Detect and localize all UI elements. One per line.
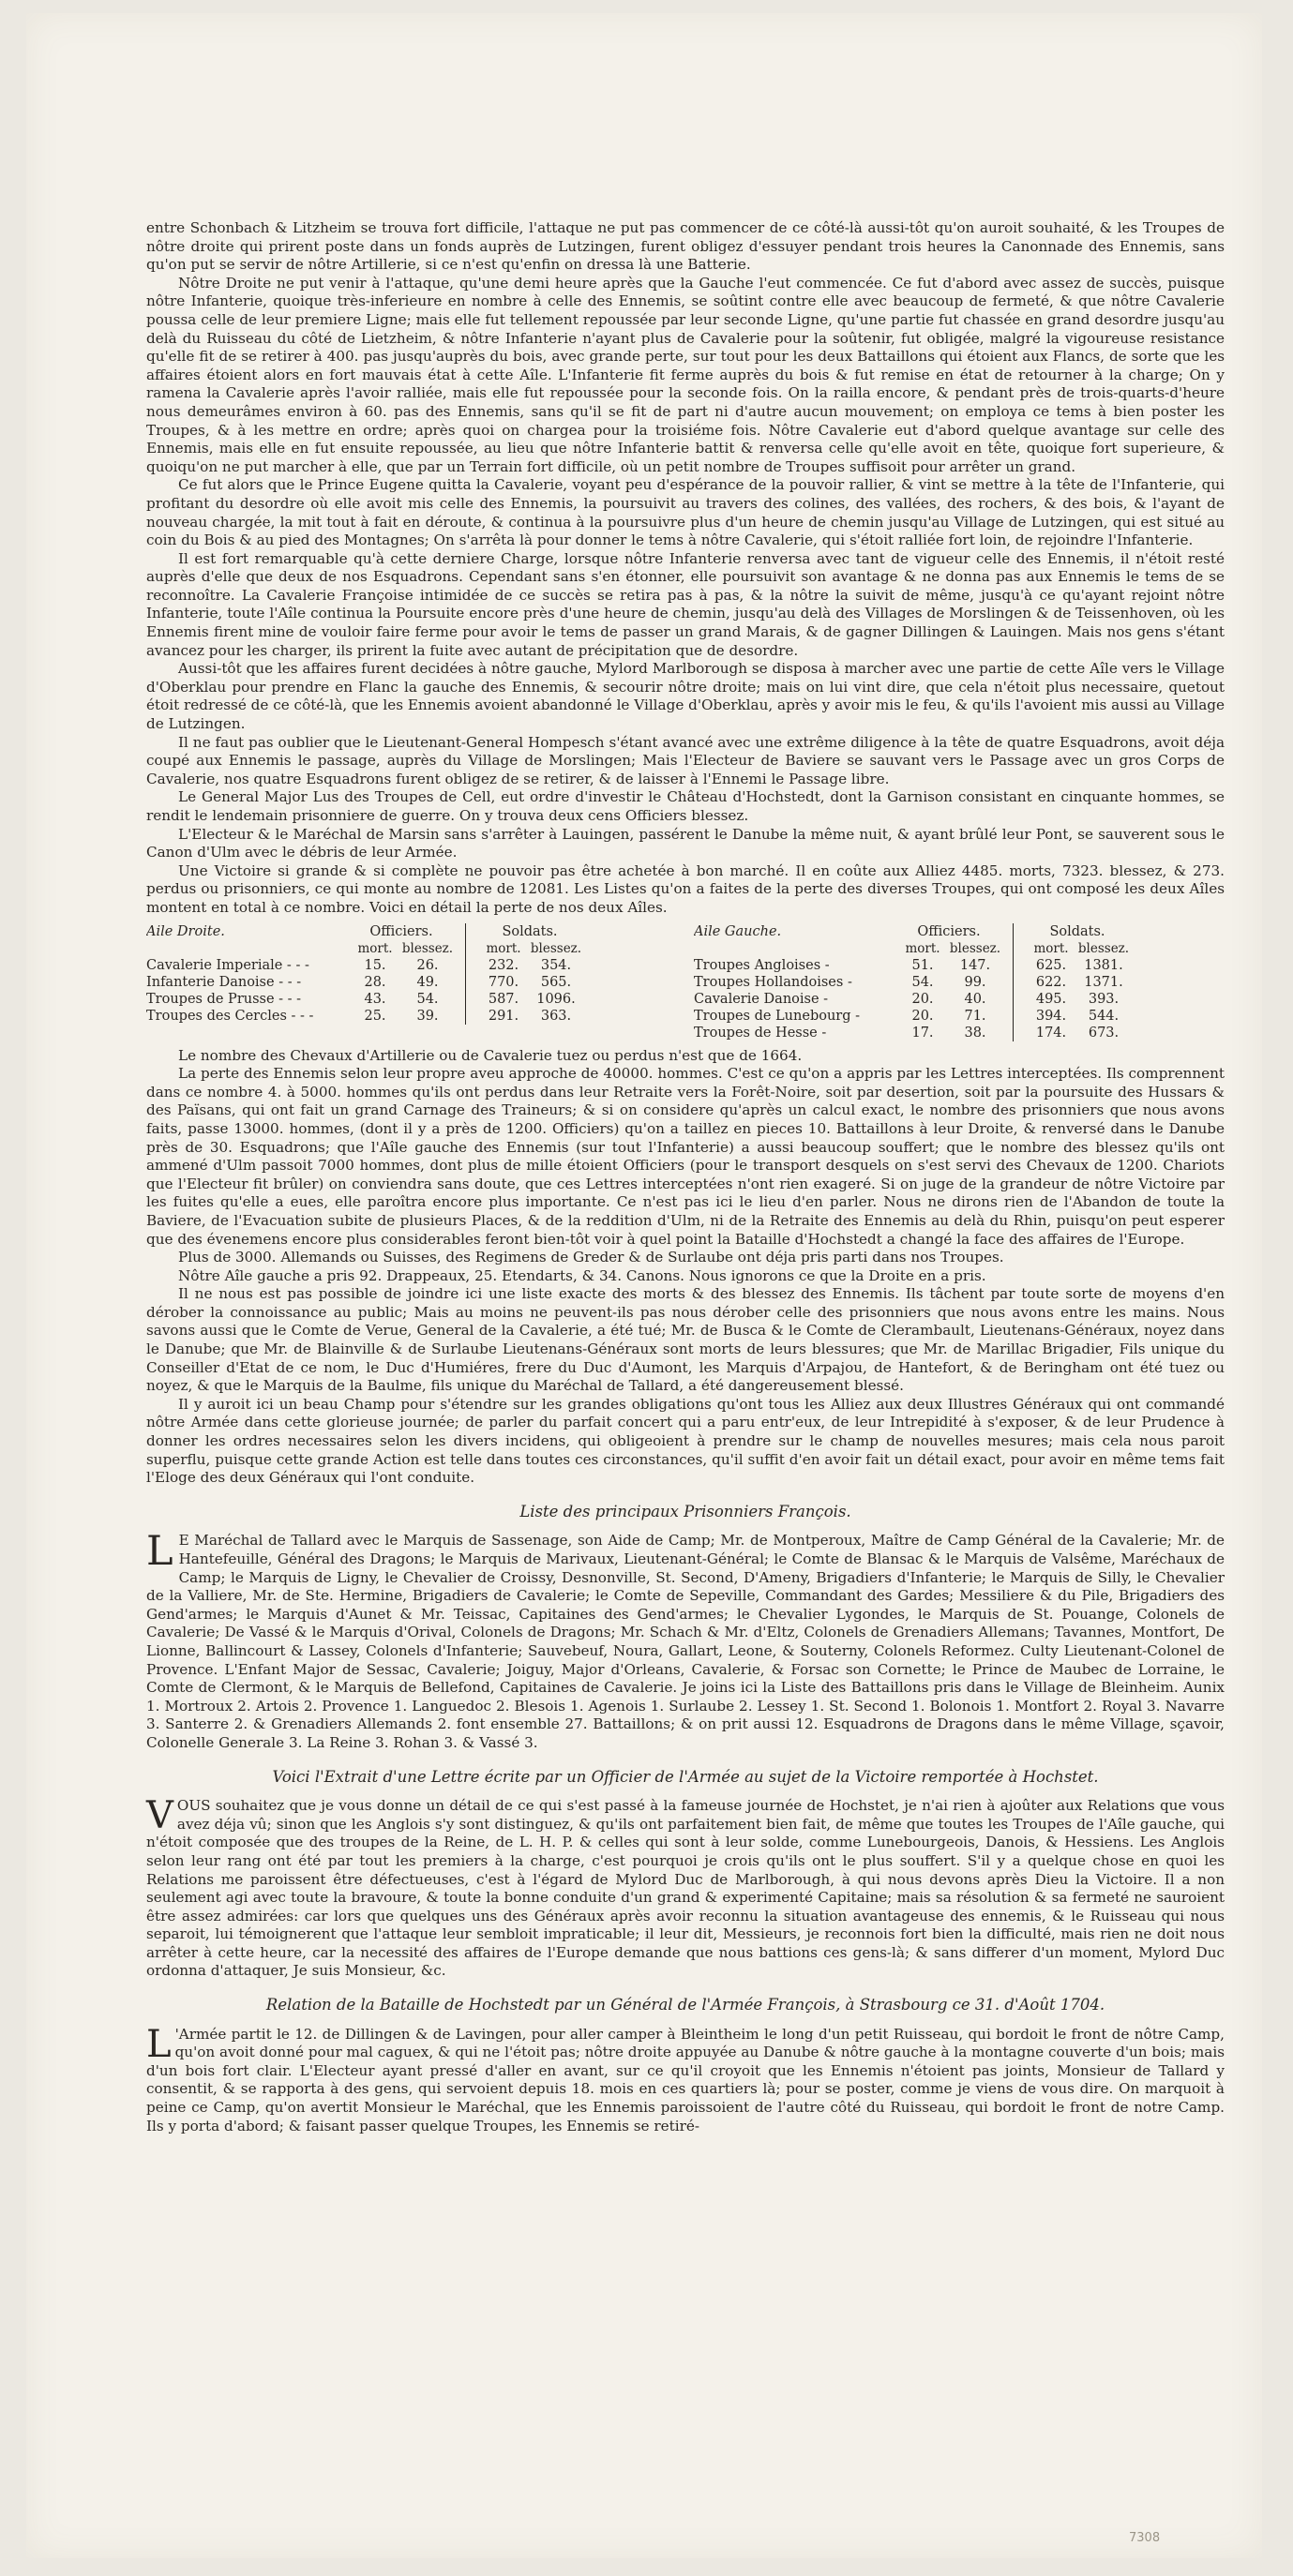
table-row: Troupes Angloises - 51. 147. 625. 1381.	[694, 957, 1123, 973]
header-officiers: Officiers.	[917, 923, 981, 939]
paragraph-4: Il est fort remarquable qu'à cette derniere Charge, lorsque nôtre Infanterie renversa avec tant de vigueur celle des Ennemis, il n'étoit resté auprès d'elle que deux de nos Esquadrons. Cependant sans s'en étonner, elle poursuivit son avantage & ne donna pas aux Ennemis le tems de se reconnoître. La Cavalerie Françoise intimidée de ce succès se retira pas à pas, & la nôtre la suivit de même, jusqu'à ce qu'ayant rejoint nôtre Infanterie, toute l'Aîle continua la Poursuite encore près d'une heure de chemin, jusqu'au delà des Villages de Morslingen & de Teissenhoven, où les Ennemis firent mine de vouloir faire ferme pour avoir le tems de passer un grand Marais, & de gagner Dillingen & Lauingen. Mais nos gens s'étant avancez pour les charger, ils prirent la fuite avec autant de précipitation que de desordre.	[146, 549, 1225, 659]
header-mort: mort.	[357, 940, 393, 956]
header-officiers: Officiers.	[369, 923, 433, 939]
paragraph-8: L'Electeur & le Maréchal de Marsin sans s'arrêter à Lauingen, passérent le Danube la même nuit, & ayant brûlé leur Pont, se sauverent sous le Canon d'Ulm avec le débris de leur Armée.	[146, 825, 1225, 861]
losses-tables	[146, 923, 1225, 1041]
paragraph-2: Nôtre Droite ne put venir à l'attaque, qu'une demi heure après que la Gauche l'eut commencée. Ce fut d'abord avec assez de succès, puisque nôtre Infanterie, quoique très-inferieure en nombre à celle des Ennemis, se soûtint contre elle avec beaucoup de fermeté, & que nôtre Cavalerie poussa celle de leur premiere Ligne; mais elle fut tellement repoussée par leur seconde Ligne, qu'une partie fut chassée en grand desordre jusqu'au delà du Ruisseau du côté de Lietzheim, & nôtre Infanterie n'ayant plus de Cavalerie pour la soûtenir, fut obligée, malgré la vigoureuse resistance qu'elle fit de se retirer à 400. pas jusqu'auprès du bois, avec grande perte, sur tout pour les deux Battaillons qui étoient aux Flancs, de sorte que les affaires étoient alors en fort mauvais état à cette Aîle. L'Infanterie fit ferme auprès du bois & fut remise en état de retourner à la charge; On y ramena la Cavalerie après l'avoir ralliée, mais elle fut repoussée pour la seconde fois. On la railla encore, & pendant près de trois-quarts-d'heure nous demeurâmes environ à 60. pas des Ennemis, sans qu'il se fit de part ni d'autre aucun mouvement; on employa ce tems à bien poster les Troupes, & à les mettre en ordre; après quoi on chargea pour la troisiéme fois. Nôtre Cavalerie eut d'abord quelque avantage sur celle des Ennemis, mais elle en fut ensuite repoussée, au lieu que nôtre Infanterie battit & renversa celle qu'elle avoit en tête, quoique fort superieure, & quoiqu'on ne put marcher à elle, que par un Terrain fort difficile, où un petit nombre de Troupes suffisoit pour arrêter un grand.	[146, 274, 1225, 475]
header-blessez: blessez.	[949, 940, 1001, 956]
table-row: Cavalerie Danoise - 20. 40. 495. 393.	[694, 991, 1120, 1007]
header-blessez: blessez.	[401, 940, 454, 956]
table-title: Aile Gauche.	[694, 923, 782, 939]
table-row: Cavalerie Imperiale - - - 15. 26. 232. 354.	[146, 957, 572, 973]
table-row: Troupes des Cercles - - - 25. 39. 291. 363.	[146, 1008, 572, 1024]
paragraph-7: Le General Major Lus des Troupes de Cell, eut ordre d'investir le Château d'Hochstedt, dont la Garnison consistant en cinquante hommes, se rendit le lendemain prisonniere de guerre. On y trouva deux cens Officiers blessez.	[146, 788, 1225, 824]
paragraph-letter: VOUS souhaitez que je vous donne un détail de ce qui s'est passé à la fameuse journée de Hochstet, je n'ai rien à ajoûter aux Relations que vous avez déja vû; sinon que les Anglois s'y sont distinguez, & qu'ils ont parfaitement bien fait, de même que toutes les Troupes de l'Aîle gauche, qui n'étoit composée que des troupes de la Reine, de L. H. P. & celles qui sont à leur solde, comme Lunebourgeois, Danois, & Hessiens. Les Anglois selon leur rang ont été par tout les premiers à la charge, c'est pourquoi je crois qu'ils ont le plus souffert. S'il y a quelque chose en quoi les Relations me paroissent être défectueuses, c'est à l'égard de Mylord Duc de Marlborough, à qui nous devons après Dieu la Victoire. Il a non seulement agi avec toute la bravoure, & toute la bonne conduite d'un grand & experimenté Capitaine; mais sa résolution & sa fermeté ne sauroient être assez admirées: car lors que quelques uns des Généraux après avoir reconnu la situation avantageuse des ennemis, & le Ruisseau qui nous separoit, lui témoignerent que l'attaque leur sembloit impraticable; il leur dit, Messieurs, je reconnois fort bien la difficulté, mais rien ne doit nous arrêter à cette heure, car la necessité des affaires de l'Europe demande que nous battions ces gens-là; & sans differer d'un moment, Mylord Duc ordonna d'attaquer, Je suis Monsieur, &c.	[146, 1794, 1225, 1980]
losses-table-right-wing	[146, 923, 677, 1041]
header-soldats: Soldats.	[1049, 923, 1105, 939]
paragraph-5: Aussi-tôt que les affaires furent decidées à nôtre gauche, Mylord Marlborough se disposa à marcher avec une partie de cette Aîle vers le Village d'Oberklau pour prendre en Flanc la gauche des Ennemis, & secourir nôtre droite; mais on lui vint dire, que cela n'étoit plus necessaire, quetout étoit redressé de ce côté-là, que les Ennemis avoient abandonné le Village d'Oberklau, après y avoir mis le feu, & qu'ils l'avoient mis aussi au Village de Lutzingen.	[146, 660, 1225, 733]
table-row: Troupes Hollandoises - 54. 99. 622. 1371.	[694, 974, 1123, 990]
section-title-relation: Relation de la Bataille de Hochstedt par un Général de l'Armée François, à Strasbourg ce 31. d'Août 1704.	[265, 1996, 1105, 2014]
section-title-prisoners: Liste des principaux Prisonniers François.	[519, 1502, 851, 1520]
header-mort: mort.	[1033, 940, 1069, 956]
drop-cap: L	[146, 1528, 173, 1576]
header-mort: mort.	[486, 940, 521, 956]
document-body	[146, 219, 1225, 2135]
paragraph-relation: L 'Armée partit le 12. de Dillingen & de Lavingen, pour aller camper à Bleintheim le long d'un petit Ruisseau, qui bordoit le front de nôtre Camp, qu'on avoit donné pour mal caguex, & qui ne l'étoit pas; nôtre droite appuyée au Danube & nôtre gauche à la montagne couverte d'un bois; mais d'un bois fort clair. L'Electeur ayant pressé d'aller en avant, sur ce qu'il croyoit que les Ennemis n'étoient pas joints, Monsieur de Tallard y consentit, & se rapporta à des gens, qui servoient depuis 18. mois en ces quartiers là; pour se poster, comme je viens de vous dire. On marquoit à peine ce Camp, qu'on avertit Monsieur le Maréchal, que les Ennemis paroissoient de l'autre côté du Ruisseau, qui bordoit le front de notre Camp. Ils y porta d'abord; & faisant passer quelque Troupes, les Ennemis se retiré-	[146, 2022, 1225, 2134]
table-row: Infanterie Danoise - - - 28. 49. 770. 565.	[146, 974, 572, 990]
drop-cap: L	[146, 2022, 172, 2066]
paragraph-13: Nôtre Aîle gauche a pris 92. Drappeaux, 25. Etendarts, & 34. Canons. Nous ignorons ce que la Droite en a pris.	[178, 1266, 986, 1284]
table-row: Troupes de Hesse - 17. 38. 174. 673.	[694, 1025, 1120, 1041]
table-title: Aile Droite.	[146, 923, 225, 939]
header-soldats: Soldats.	[502, 923, 558, 939]
paragraph-11: La perte des Ennemis selon leur propre aveu approche de 40000. hommes. C'est ce qu'on a appris par les Lettres interceptées. Ils comprennent dans ce nombre 4. à 5000. hommes qu'ils ont perdus dans leur Retraite vers la Forêt-Noire, soit par desertion, soit par la poursuite des Hussars & des Païsans, qui ont fait un grand Carnage des Traineurs; & si on considere qu'après un calcul exact, le nombre des prisonniers que nous avons faits, passe 13000. hommes, (dont il y a près de 1200. Officiers) qu'on a taillez en pieces 10. Battaillons à leur Droite, & renversé dans le Danube près de 30. Esquadrons; que l'Aîle gauche des Ennemis (sur tout l'Infanterie) a aussi beaucoup souffert; que le nombre des blessez qu'ils ont ammené d'Ulm passoit 7000 hommes, dont plus de mille étoient Officiers (pour le transport desquels on s'est servi des Chevaux de 1200. Chariots que l'Electeur fit brûler) on conviendra sans doute, que ces Lettres interceptées n'ont rien exageré. Si on juge de la grandeur de nôtre Victoire par les fuites qu'elle a eues, elle paroîtra encore plus importante. Ce n'est pas ici le lieu d'en parler. Nous ne dirons rien de l'Abandon de toute la Baviere, de l'Evacuation subite de plusieurs Places, & de la reddition d'Ulm, ni de la Retraite des Ennemis au delà du Rhin, puisqu'on peut esperer que des évenemens encore plus considerables feront bien-tôt voir à quel point la Bataille d'Hochstedt a changé la face des affaires de l'Europe.	[146, 1065, 1225, 1248]
paragraph-14: Il ne nous est pas possible de joindre ici une liste exacte des morts & des blessez des Ennemis. Ils tâchent par toute sorte de moyens d'en dérober la connoissance au public; Mais au moins ne peuvent-ils pas nous dérober celle des prisonniers que nous avons entre les mains. Nous savons aussi que le Comte de Verue, General de la Cavalerie, a été tué; Mr. de Busca & le Comte de Clerambault, Lieutenans-Généraux, noyez dans le Danube; que Mr. de Blainville & de Surlaube Lieutenans-Généraux sont morts de leurs blessures; que Mr. de Marillac Brigadier, Fils unique du Conseiller d'Etat de ce nom, le Duc d'Humiéres, frere du Duc d'Aumont, les Marquis d'Arpajou, de Hantefort, & de Beringham ont été tuez ou noyez, & que le Marquis de la Baulme, fils unique du Maréchal de Tallard, a été dangereusement blessé.	[146, 1285, 1225, 1395]
table-row: Troupes de Lunebourg - 20. 71. 394. 544.	[694, 1008, 1120, 1024]
paragraph-10: Le nombre des Chevaux d'Artillerie ou de Cavalerie tuez ou perdus n'est que de 1664.	[178, 1046, 803, 1064]
section-title-letter: Voici l'Extrait d'une Lettre écrite par un Officier de l'Armée au sujet de la Victoire remportée à Hochstet.	[272, 1767, 1099, 1786]
header-blessez: blessez.	[530, 940, 582, 956]
header-mort: mort.	[905, 940, 940, 956]
paragraph-12: Plus de 3000. Allemands ou Suisses, des Regimens de Greder & de Surlaube ont déja pris parti dans nos Troupes.	[178, 1249, 1004, 1266]
paper-sheet	[26, 13, 1262, 2558]
drop-cap: V	[146, 1794, 173, 1838]
paragraph-3: Ce fut alors que le Prince Eugene quitta la Cavalerie, voyant peu d'espérance de la pouvoir rallier, & vint se mettre à la tête de l'Infanterie, qui profitant du desordre où elle avoit mis celle des Ennemis, la poursuivit au travers des colines, des vallées, des rochers, & des bois, & l'ayant de nouveau chargée, la mit tout à fait en déroute, & continua à la poursuivre plus d'un heure de chemin jusqu'au Village de Lutzingen, qui est situé au coin du Bois & au pied des Montagnes; On s'arrêta là pour donner le tems à nôtre Cavalerie, qui s'étoit ralliée fort loin, de rejoindre l'Infanterie.	[146, 476, 1225, 549]
paragraph-1: entre Schonbach & Litzheim se trouva fort difficile, l'attaque ne put pas commencer de ce côté-là aussi-tôt qu'on auroit souhaité, & les Troupes de nôtre droite qui prirent poste dans un fonds auprès de Lutzingen, furent obligez d'essuyer pendant trois heures la Canonnade des Ennemis, sans qu'on put se servir de nôtre Artillerie, si ce n'est qu'enfin on dressa là une Batterie.	[146, 219, 1225, 274]
paragraph-15: Il y auroit ici un beau Champ pour s'étendre sur les grandes obligations qu'ont tous les Alliez aux deux Illustres Généraux qui ont commandé nôtre Armée dans cette glorieuse journée; de parler du parfait concert qui a paru entr'eux, de leur Intrepidité à s'exposer, & de leur Prudence à donner les ordres necessaires selon les divers incidens, qui obligeoient à prendre sur le champ de nouvelles mesures; mais cela nous paroit superflu, puisque cette grande Action est telle dans toutes ces circonstances, qu'il suffit d'en avoir fait un détail exact, pour avoir en même tems fait l'Eloge des deux Généraux qui l'ont conduite.	[146, 1395, 1225, 1487]
paragraph-6: Il ne faut pas oublier que le Lieutenant-General Hompesch s'étant avancé avec une extrême diligence à la tête de quatre Esquadrons, avoit déja coupé aux Ennemis le passage, auprès du Village de Morslingen; Mais l'Electeur de Baviere se sauvant vers le Passage avec un gros Corps de Cavalerie, nos quatre Esquadrons furent obligez de se retirer, & de laisser à l'Ennemi le Passage libre.	[146, 733, 1225, 787]
losses-table-left-wing	[694, 923, 1225, 1041]
archive-number: 7308	[1129, 2531, 1161, 2545]
paragraph-9: Une Victoire si grande & si complète ne pouvoir pas être achetée à bon marché. Il en coûte aux Alliez 4485. morts, 7323. blessez, & 273. perdus ou prisonniers, ce qui monte au nombre de 12081. Les Listes qu'on a faites de la perte des diverses Troupes, qui ont composé les deux Aîles montent en total à ce nombre. Voici en détail la perte de nos deux Aîles.	[146, 861, 1225, 916]
paragraph-prisoners: L E Maréchal de Tallard avec le Marquis de Sassenage, son Aide de Camp; Mr. de Montperoux, Maître de Camp Général de la Cavalerie; Mr. de Hantefeuille, Général des Dragons; le Marquis de Marivaux, Lieutenant-Général; le Comte de Blansac & le Marquis de Valsême, Maréchaux de Camp; le Marquis de Ligny, le Chevalier de Croissy, Desnonville, St. Second, D'Ameny, Brigadiers d'Infanterie; le Marquis de Silly, le Chevalier de la Valliere, Mr. de Ste. Hermine, Brigadiers de Cavalerie; le Comte de Sepeville, Commandant des Gardes; Messiliere & du Pile, Brigadiers des Gend'armes; le Marquis d'Aunet & Mr. Teissac, Capitaines des Gend'armes; le Chevalier Lygondes, le Marquis de St. Pouange, Colonels de Cavalerie; De Vassé & le Marquis d'Orival, Colonels de Dragons; Mr. Schach & Mr. d'Eltz, Colonels de Grenadiers Allemans; Tavannes, Montfort, De Lionne, Ballincourt & Lassey, Colonels d'Infanterie; Sauvebeuf, Noura, Gallart, Leone, & Souterny, Colonels Reformez. Culty Lieutenant-Colonel de Provence. L'Enfant Major de Sessac, Cavalerie; Joiguy, Major d'Orleans, Cavalerie, & Forsac son Cornette; le Prince de Maubec de Lorraine, le Comte de Clermont, & le Marquis de Bellefond, Capitaines de Cavalerie. Je joins ici la Liste des Battaillons pris dans le Village de Bleinheim. Aunix 1. Mortroux 2. Artois 2. Provence 1. Languedoc 2. Blesois 1. Agenois 1. Surlaube 2. Lessey 1. St. Second 1. Bolonois 1. Montfort 2. Royal 3. Navarre 3. Santerre 2. & Grenadiers Allemands 2. font ensemble 27. Battaillons; & on prit aussi 12. Esquadrons de Dragons dans le même Village, sçavoir, Colonelle Generale 3. La Reine 3. Rohan 3. & Vassé 3.	[146, 1528, 1225, 1751]
header-blessez: blessez.	[1077, 940, 1130, 956]
table-row: Troupes de Prusse - - - 43. 54. 587. 1096.	[146, 991, 576, 1007]
